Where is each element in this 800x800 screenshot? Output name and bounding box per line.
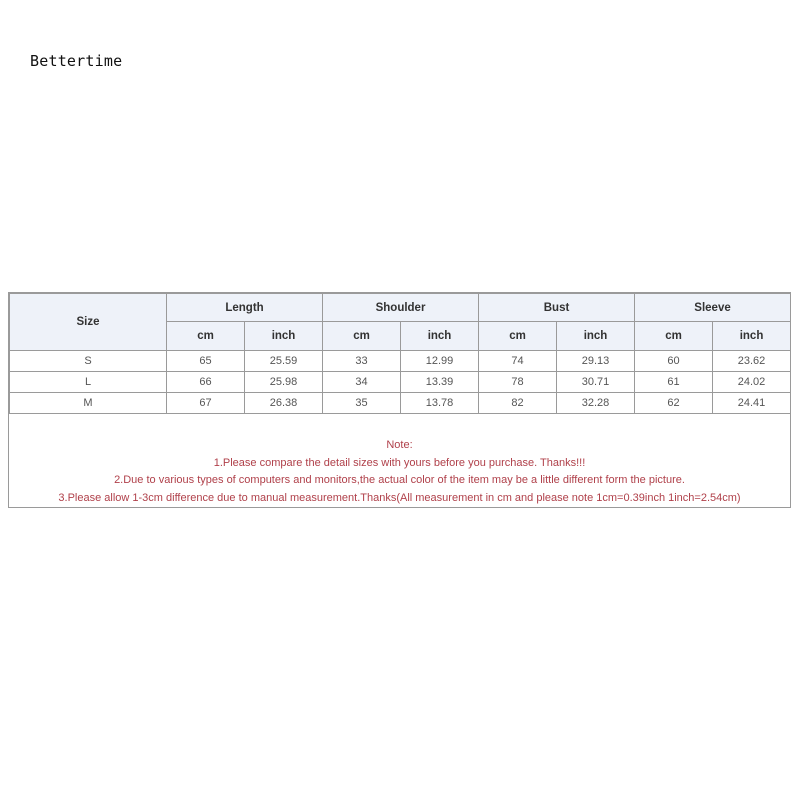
table-cell: 67: [167, 393, 245, 414]
table-cell: 34: [323, 372, 401, 393]
table-cell: 23.62: [713, 351, 791, 372]
table-cell: 65: [167, 351, 245, 372]
table-cell: 25.59: [245, 351, 323, 372]
brand-name: Bettertime: [30, 52, 123, 70]
notes-section: [9, 420, 790, 508]
table-cell: 35: [323, 393, 401, 414]
table-cell: 13.78: [401, 393, 479, 414]
sleeve-group-header: Sleeve: [635, 294, 791, 322]
unit-header: inch: [713, 322, 791, 351]
table-cell: 74: [479, 351, 557, 372]
table-cell: 26.38: [245, 393, 323, 414]
size-cell: M: [10, 393, 167, 414]
table-cell: 30.71: [557, 372, 635, 393]
size-chart: [8, 292, 791, 508]
unit-header: inch: [245, 322, 323, 351]
table-cell: 33: [323, 351, 401, 372]
notes-title: Note:: [386, 439, 413, 451]
table-cell: 60: [635, 351, 713, 372]
shoulder-group-header: Shoulder: [323, 294, 479, 322]
table-cell: 25.98: [245, 372, 323, 393]
unit-header: inch: [401, 322, 479, 351]
size-column-header: Size: [10, 294, 167, 351]
table-cell: 13.39: [401, 372, 479, 393]
table-cell: 32.28: [557, 393, 635, 414]
table-cell: 62: [635, 393, 713, 414]
table-row: [10, 351, 791, 372]
size-cell: L: [10, 372, 167, 393]
table-cell: 61: [635, 372, 713, 393]
unit-header: cm: [323, 322, 401, 351]
size-table: [9, 293, 791, 414]
unit-header: cm: [167, 322, 245, 351]
table-cell: 82: [479, 393, 557, 414]
unit-header: cm: [479, 322, 557, 351]
unit-header: inch: [557, 322, 635, 351]
bust-group-header: Bust: [479, 294, 635, 322]
table-row: [10, 372, 791, 393]
length-group-header: Length: [167, 294, 323, 322]
note-line: 3.Please allow 1-3cm difference due to manual measurement.Thanks(All measurement in cm and please note 1cm=0.39inch 1inch=2.54cm): [58, 491, 741, 504]
note-line: 2.Due to various types of computers and monitors,the actual color of the item may be a little different form the picture.: [114, 474, 685, 486]
table-cell: 24.41: [713, 393, 791, 414]
table-cell: 78: [479, 372, 557, 393]
note-line: 1.Please compare the detail sizes with yours before you purchase. Thanks!!!: [213, 456, 586, 469]
table-cell: 29.13: [557, 351, 635, 372]
table-cell: 24.02: [713, 372, 791, 393]
unit-header: cm: [635, 322, 713, 351]
table-cell: 66: [167, 372, 245, 393]
size-cell: S: [10, 351, 167, 372]
table-cell: 12.99: [401, 351, 479, 372]
table-row: [10, 393, 791, 414]
